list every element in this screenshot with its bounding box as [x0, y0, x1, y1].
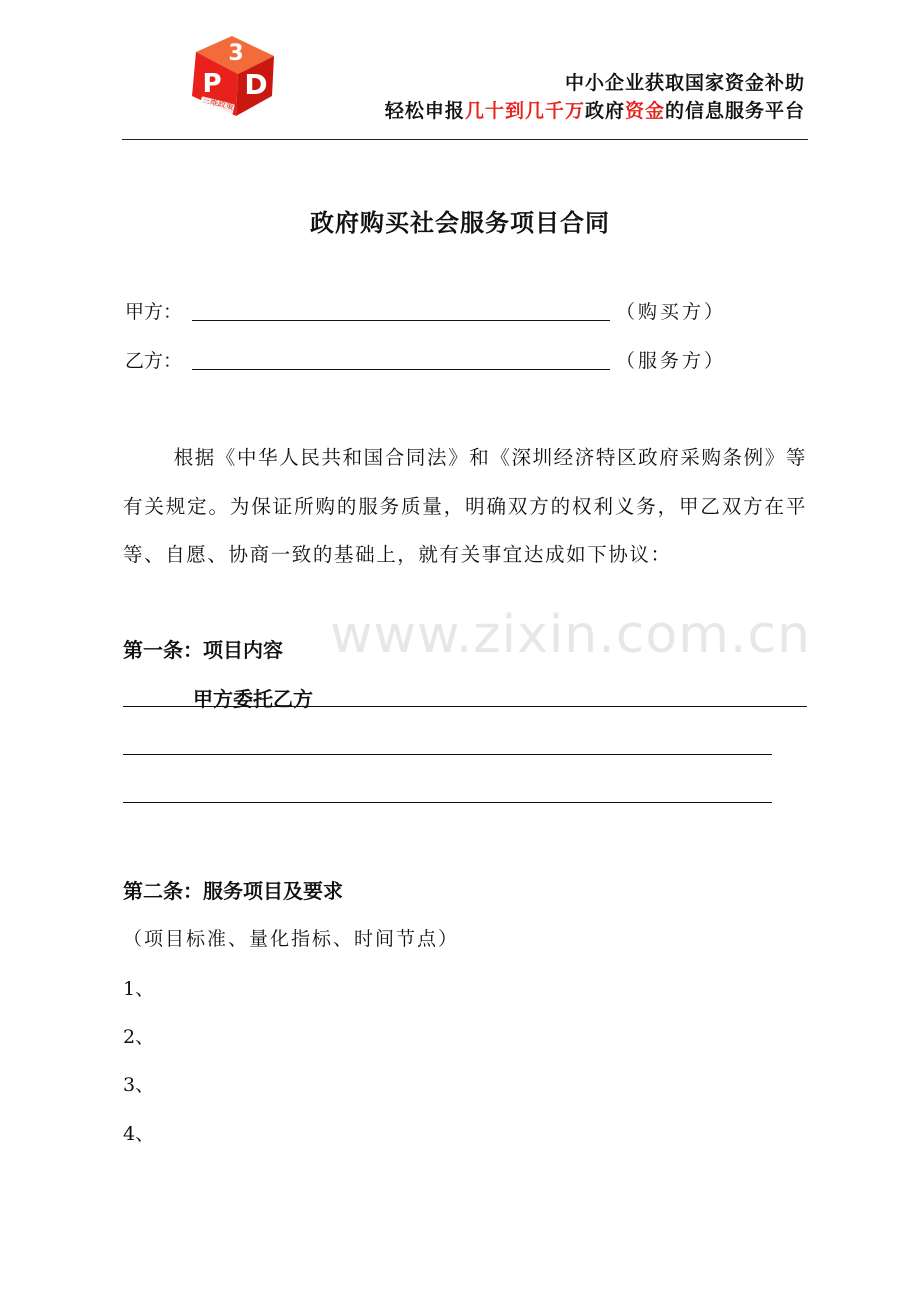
tagline-segment: 的信息服务平台 — [664, 100, 805, 122]
svg-text:3: 3 — [228, 41, 244, 66]
article-1-line-1[interactable] — [123, 706, 807, 707]
watermark: www.zixin.com.cn — [330, 605, 811, 665]
article-2-note: （项目标准、量化指标、时间节点） — [123, 928, 460, 950]
tagline-segment: 轻松申报 — [384, 100, 465, 122]
logo-text: 三维政策 — [201, 95, 235, 112]
document-title: 政府购买社会服务项目合同 — [310, 208, 610, 237]
tagline-highlight: 资金 — [624, 100, 665, 122]
header-divider — [122, 139, 808, 140]
intro-text: 根据《中华人民共和国合同法》和《深圳经济特区政府采购条例》等有关规定。为保证所购的服务质量，明确双方的权利义务，甲乙双方在平等、自愿、协商一致的基础上，就有关事宜达成如下协议： — [123, 446, 807, 566]
party-a-fill-line[interactable] — [192, 320, 610, 321]
tagline-segment: 政府 — [584, 100, 625, 122]
tagline-highlight: 几十到几千万 — [464, 100, 585, 122]
svg-text:D: D — [244, 68, 268, 101]
article-1-line-2[interactable] — [123, 754, 772, 755]
party-b-fill-line[interactable] — [192, 369, 610, 370]
list-item: 1、 — [123, 978, 155, 1000]
list-item: 3、 — [123, 1074, 155, 1096]
article-1-line-3[interactable] — [123, 802, 772, 803]
svg-text:P: P — [202, 69, 222, 99]
intro-paragraph — [123, 434, 807, 580]
article-1-content: 甲方委托乙方 — [193, 687, 313, 711]
logo — [186, 30, 282, 118]
party-a-label: 甲方： — [125, 301, 183, 323]
header-tagline-line1: 中小企业获取国家资金补助 — [564, 72, 805, 94]
article-2-heading: 第二条：服务项目及要求 — [123, 879, 343, 903]
party-a-role: （购买方） — [616, 301, 727, 323]
party-b-label: 乙方： — [125, 350, 183, 372]
list-item: 4、 — [123, 1123, 155, 1145]
party-b-role: （服务方） — [616, 350, 727, 372]
article-1-heading: 第一条：项目内容 — [123, 638, 283, 662]
header-tagline-line2 — [385, 96, 805, 123]
list-item: 2、 — [123, 1026, 155, 1048]
